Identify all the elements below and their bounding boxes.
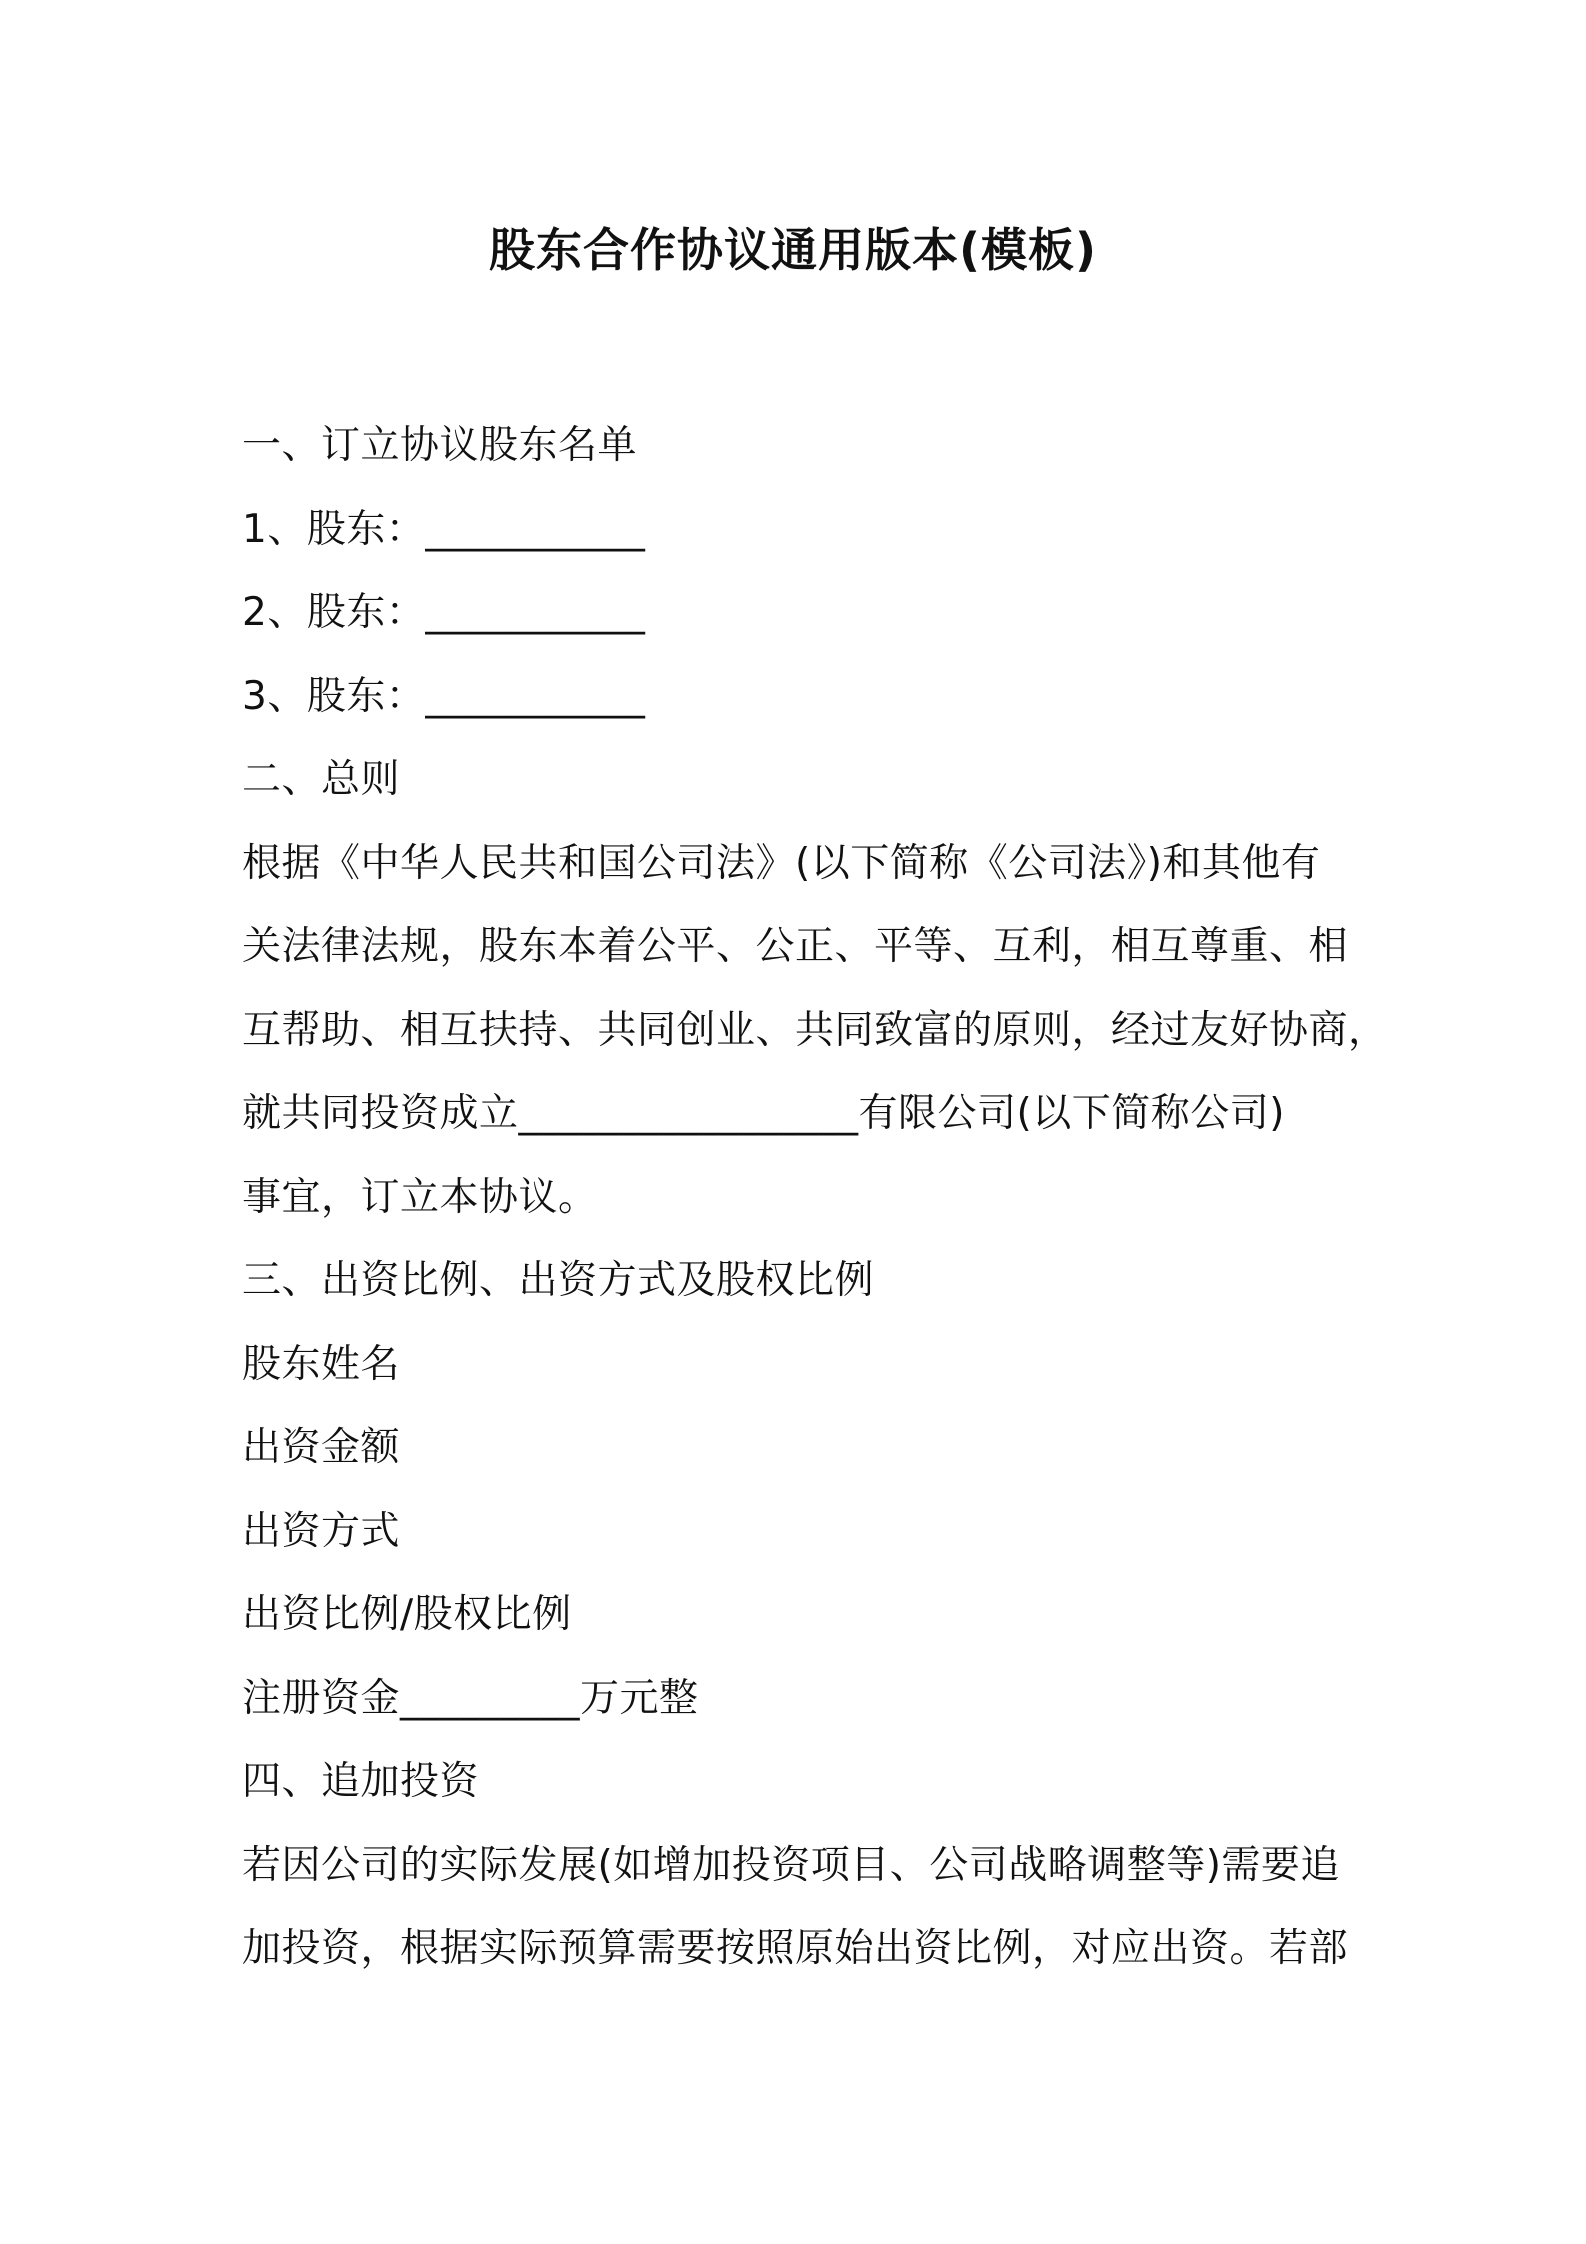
general-text-line-2: 关法律法规，股东本着公平、公正、平等、互利，相互尊重、相 bbox=[242, 924, 1349, 969]
field-capital-amount: 出资金额 bbox=[242, 1425, 401, 1470]
general-text-line-5: 事宜，订立本协议。 bbox=[242, 1174, 598, 1220]
document-title: 股东合作协议通用版本(模板) bbox=[488, 223, 1098, 277]
general-text-line-3: 互帮助、相互扶持、共同创业、共同致富的原则，经过友好协商， bbox=[242, 1007, 1388, 1053]
additional-investment-line-1: 若因公司的实际发展(如增加投资项目、公司战略调整等)需要追 bbox=[242, 1842, 1340, 1888]
general-text-line-4: 就共同投资成立_________________有限公司(以下简称公司) bbox=[242, 1091, 1285, 1136]
additional-investment-line-2: 加投资，根据实际预算需要按照原始出资比例，对应出资。若部 bbox=[242, 1926, 1349, 1971]
field-equity-ratio: 出资比例/股权比例 bbox=[242, 1592, 572, 1637]
registered-capital-line: 注册资金_________万元整 bbox=[242, 1675, 699, 1721]
shareholder-line-1: 1、股东：___________ bbox=[242, 506, 646, 552]
field-capital-method: 出资方式 bbox=[242, 1508, 401, 1554]
shareholder-line-2: 2、股东：___________ bbox=[242, 590, 646, 635]
section-heading-4: 四、追加投资 bbox=[242, 1759, 480, 1804]
general-text-line-1: 根据《中华人民共和国公司法》(以下简称《公司法》)和其他有 bbox=[242, 840, 1321, 886]
section-heading-3: 三、出资比例、出资方式及股权比例 bbox=[242, 1258, 875, 1303]
section-heading-2: 二、总则 bbox=[242, 757, 401, 802]
field-shareholder-name: 股东姓名 bbox=[242, 1341, 401, 1387]
document-body bbox=[242, 404, 1388, 1991]
section-heading-1: 一、订立协议股东名单 bbox=[242, 423, 638, 468]
shareholder-line-3: 3、股东：___________ bbox=[242, 673, 646, 719]
